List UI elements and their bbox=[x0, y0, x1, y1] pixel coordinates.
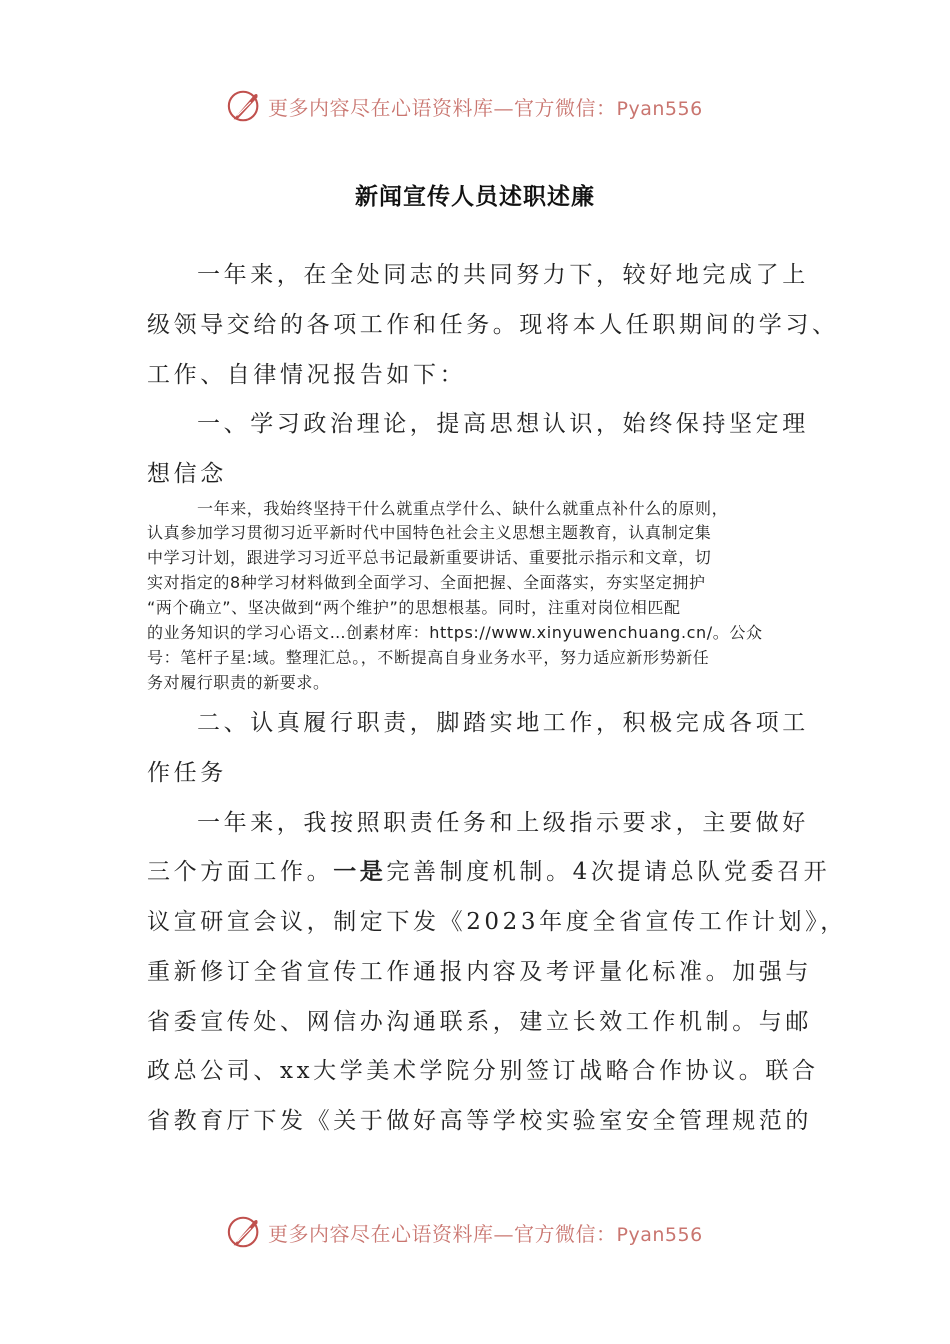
section1-heading: 一、学习政治理论，提高思想认识，始终保持坚定理 bbox=[197, 411, 809, 437]
section1-body-line: 的业务知识的学习心语文…创素材库：https://www.xinyuwenchuang.cn/。公众 bbox=[147, 623, 763, 642]
section1-body-line: 认真参加学习贯彻习近平新时代中国特色社会主义思想主题教育，认真制定集 bbox=[147, 523, 712, 542]
section1-heading: 想信念 bbox=[147, 461, 227, 487]
section1-body-line: 中学习计划，跟进学习习近平总书记最新重要讲话、重要批示指示和文章，切 bbox=[147, 548, 712, 567]
section2-heading: 作任务 bbox=[147, 760, 227, 786]
section2-body-line: 议宣研宣会议，制定下发《2023年度全省宣传工作计划》， bbox=[147, 909, 847, 935]
banner-text: 更多内容尽在心语资料库—官方微信：Pyan556 bbox=[268, 1221, 703, 1246]
section1-body-line: “两个确立”、坚决做到“两个维护”的思想根基。同时，注重对岗位相匹配 bbox=[147, 598, 681, 617]
section2-body-line: 政总公司、xx大学美术学院分别签订战略合作协议。联合 bbox=[147, 1058, 819, 1084]
wechat-id: Pyan556 bbox=[616, 1223, 703, 1246]
section2-body-line: 省教育厅下发《关于做好高等学校实验室安全管理规范的 bbox=[147, 1108, 812, 1134]
quill-pen-circle-icon bbox=[226, 87, 264, 125]
footer-banner bbox=[0, 1210, 950, 1254]
section2-body-line: 省委宣传处、网信办沟通联系，建立长效工作机制。与邮 bbox=[147, 1009, 812, 1035]
section2-body-line: 一年来，我按照职责任务和上级指示要求，主要做好 bbox=[197, 810, 809, 836]
section2-heading: 二、认真履行职责，脚踏实地工作，积极完成各项工 bbox=[197, 710, 809, 736]
emphasis-first: 一是 bbox=[333, 858, 387, 885]
banner-text: 更多内容尽在心语资料库—官方微信：Pyan556 bbox=[268, 95, 703, 120]
section1-body-line: 务对履行职责的新要求。 bbox=[147, 673, 330, 692]
header-banner bbox=[0, 84, 950, 128]
intro-line: 一年来，在全处同志的共同努力下，较好地完成了上 bbox=[197, 262, 809, 288]
quill-pen-circle-icon bbox=[226, 1213, 264, 1251]
section1-body-line: 号：笔杆子星:域。整理汇总。，不断提高自身业务水平，努力适应新形势新任 bbox=[147, 648, 710, 667]
section1-body-line: 实对指定的8种学习材料做到全面学习、全面把握、全面落实，夯实坚定拥护 bbox=[147, 573, 706, 592]
section2-body-line: 重新修订全省宣传工作通报内容及考评量化标准。加强与 bbox=[147, 959, 812, 985]
page-title: 新闻宣传人员述职述廉 bbox=[355, 183, 595, 210]
wechat-id: Pyan556 bbox=[616, 97, 703, 120]
intro-line: 工作、自律情况报告如下： bbox=[147, 362, 467, 388]
section2-body-line: 三个方面工作。一是完善制度机制。4次提请总队党委召开 bbox=[147, 858, 831, 885]
section1-body-line: 一年来，我始终坚持干什么就重点学什么、缺什么就重点补什么的原则， bbox=[197, 499, 729, 518]
intro-line: 级领导交给的各项工作和任务。现将本人任职期间的学习、 bbox=[147, 312, 839, 338]
